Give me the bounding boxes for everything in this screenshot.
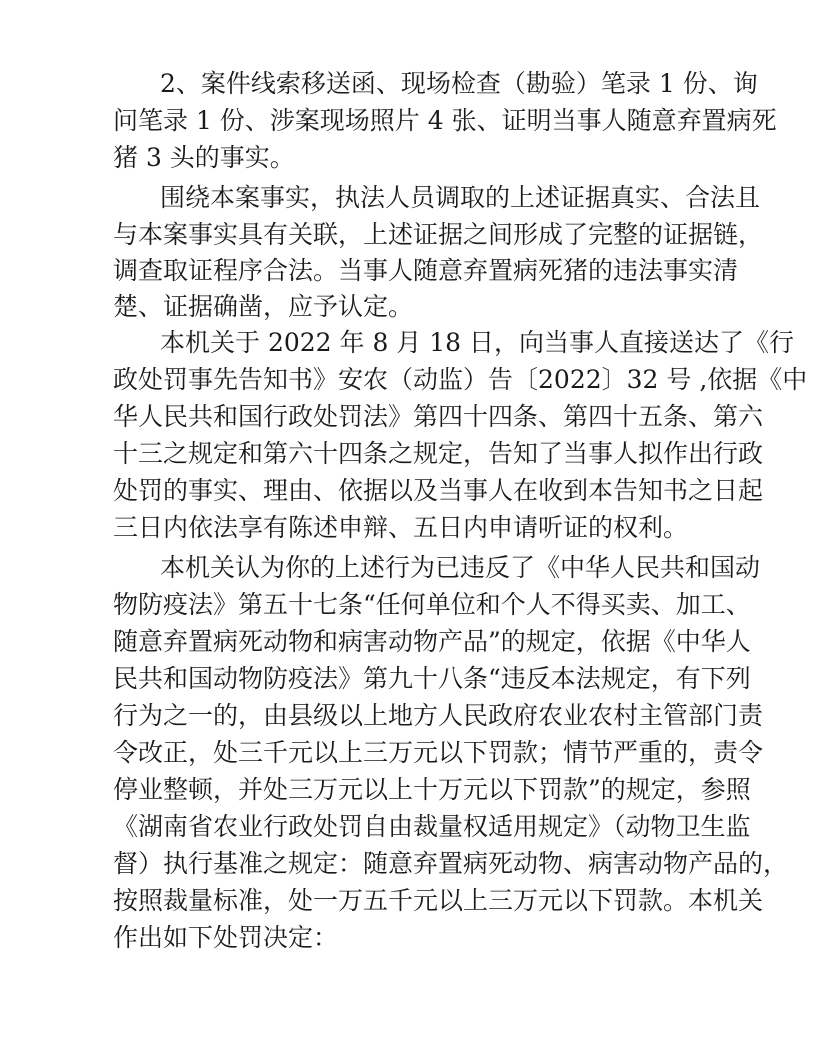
paragraph-1-line: 猪 3 头的事实。 <box>113 143 295 172</box>
paragraph-4-line: 按照裁量标准，处一万五千元以上三万元以下罚款。本机关 <box>113 886 764 915</box>
paragraph-3-line: 本机关于 2022 年 8 月 18 日，向当事人直接送达了《行 <box>160 328 795 357</box>
paragraph-2-line: 围绕本案事实，执法人员调取的上述证据真实、合法且 <box>160 183 761 212</box>
paragraph-4-line: 随意弃置病死动物和病害动物产品”的规定，依据《中华人 <box>113 627 751 656</box>
paragraph-4-line: 作出如下处罚决定： <box>113 923 339 952</box>
paragraph-4-line: 令改正，处三千元以上三万元以下罚款；情节严重的，责令 <box>113 738 764 767</box>
paragraph-3-line: 华人民共和国行政处罚法》第四十四条、第四十五条、第六 <box>113 402 764 431</box>
paragraph-3-line: 十三之规定和第六十四条之规定，告知了当事人拟作出行政 <box>113 439 764 468</box>
paragraph-2-line: 与本案事实具有关联，上述证据之间形成了完整的证据链， <box>113 220 764 249</box>
paragraph-2-line: 楚、证据确凿，应予认定。 <box>113 292 414 321</box>
paragraph-4-line: 物防疫法》第五十七条“任何单位和个人不得买卖、加工、 <box>113 590 751 619</box>
paragraph-4-line: 民共和国动物防疫法》第九十八条“违反本法规定，有下列 <box>113 664 751 693</box>
paragraph-3-line: 处罚的事实、理由、依据以及当事人在收到本告知书之日起 <box>113 476 764 505</box>
paragraph-2-line: 调查取证程序合法。当事人随意弃置病死猪的违法事实清 <box>113 256 739 285</box>
paragraph-4-line: 本机关认为你的上述行为已违反了《中华人民共和国动 <box>160 553 761 582</box>
paragraph-4-line: 行为之一的，由县级以上地方人民政府农业农村主管部门责 <box>113 701 764 730</box>
paragraph-1-line: 2、案件线索移送函、现场检查（勘验）笔录 1 份、询 <box>160 69 758 98</box>
paragraph-1-line: 问笔录 1 份、涉案现场照片 4 张、证明当事人随意弃置病死 <box>113 106 777 135</box>
paragraph-3-line: 政处罚事先告知书》安农（动监）告〔2022〕32 号 ,依据《中 <box>113 365 808 394</box>
paragraph-4-line: 督）执行基准之规定：随意弃置病死动物、病害动物产品的， <box>113 849 789 878</box>
paragraph-4-line: 《湖南省农业行政处罚自由裁量权适用规定》（动物卫生监 <box>113 812 751 841</box>
paragraph-4-line: 停业整顿，并处三万元以上十万元以下罚款”的规定，参照 <box>113 775 751 804</box>
paragraph-3-line: 三日内依法享有陈述申辩、五日内申请听证的权利。 <box>113 513 689 542</box>
